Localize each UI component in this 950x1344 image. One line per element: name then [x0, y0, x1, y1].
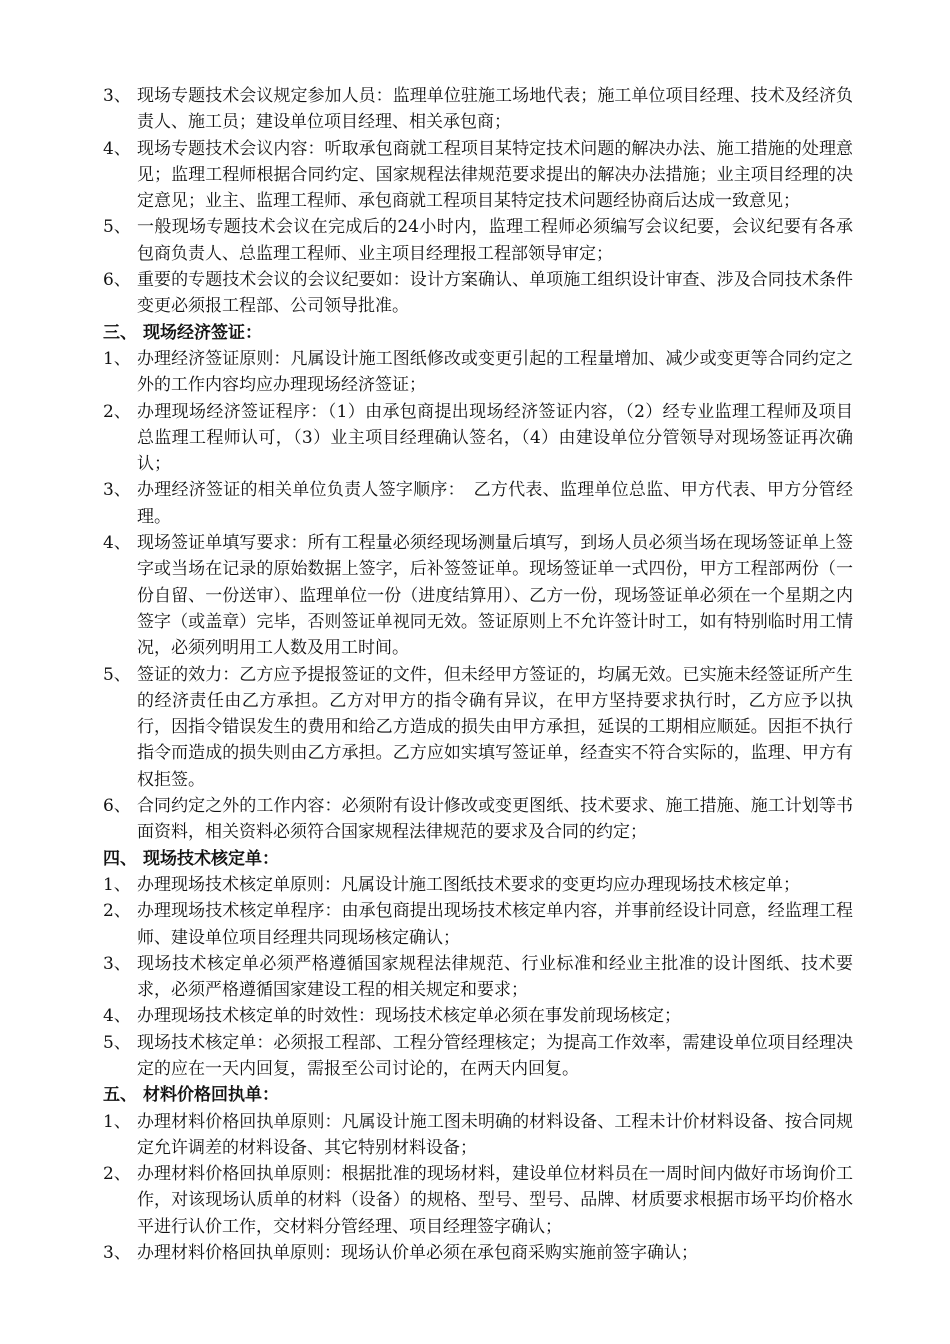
- list-item: [103, 214, 853, 267]
- list-item-text: 一般现场专题技术会议在完成后的24小时内，监理工程师必须编写会议纪要，会议纪要有各承包商负责人、总监理工程师、业主项目经理报工程部领导审定；: [137, 217, 853, 264]
- list-item-text: 现场专题技术会议内容：听取承包商就工程项目某特定技术问题的解决办法、施工措施的处理意见；监理工程师根据合同约定、国家规程法律规范要求提出的解决办法措施；业主项目经理的决定意见；业主、监理工程师、承包商就工程项目某特定技术问题经协商后达成一致意见；: [137, 138, 853, 212]
- list-item-text: 办理经济签证的相关单位负责人签字顺序： 乙方代表、监理单位总监、甲方代表、甲方分管经理。: [137, 480, 853, 527]
- list-item: [103, 872, 853, 898]
- list-item-text: 签证的效力：乙方应予提报签证的文件，但未经甲方签证的，均属无效。已实施未经签证所产生的经济责任由乙方承担。乙方对甲方的指令确有异议，在甲方坚持要求执行时，乙方应予以执行，因指令错误发生的费用和给乙方造成的损失由甲方承担，延误的工期相应顺延。因拒不执行指令而造成的损失则由乙方承担。乙方应如实填写签证单，经查实不符合实际的，监理、甲方有权拒签。: [137, 664, 853, 790]
- list-item-text: 现场专题技术会议规定参加人员：监理单位驻施工场地代表；施工单位项目经理、技术及经济负责人、施工员；建设单位项目经理、相关承包商；: [137, 86, 853, 133]
- list-item: [103, 136, 853, 215]
- list-item: [103, 346, 853, 399]
- list-item-number: 5、: [103, 664, 131, 685]
- list-item-number: 2、: [103, 401, 131, 422]
- list-item-number: 5、: [103, 217, 131, 238]
- list-item-text: 合同约定之外的工作内容：必须附有设计修改或变更图纸、技术要求、施工措施、施工计划等书面资料，相关资料必须符合国家规程法律规范的要求及合同的约定；: [137, 796, 853, 843]
- section-heading: [103, 1082, 853, 1108]
- list-item-number: 3、: [103, 1243, 131, 1264]
- list-item: [103, 1030, 853, 1083]
- section-number: 四、: [103, 848, 137, 869]
- list-item-number: 1、: [103, 1111, 131, 1132]
- list-item: [103, 1109, 853, 1162]
- list-item-number: 4、: [103, 1006, 131, 1027]
- list-item-text: 现场技术核定单：必须报工程部、工程分管经理核定；为提高工作效率，需建设单位项目经理决定的应在一天内回复，需报至公司讨论的，在两天内回复。: [137, 1032, 853, 1079]
- list-item-text: 办理材料价格回执单原则：根据批准的现场材料，建设单位材料员在一周时间内做好市场询价工作，对该现场认质单的材料（设备）的规格、型号、型号、品牌、材质要求根据市场平均价格水平进行认价工作，交材料分管经理、项目经理签字确认；: [137, 1164, 853, 1237]
- list-item: [103, 267, 853, 320]
- section-heading: [103, 320, 853, 346]
- list-item-text: 办理材料价格回执单原则：现场认价单必须在承包商采购实施前签字确认；: [137, 1243, 698, 1264]
- list-item-text: 现场技术核定单必须严格遵循国家规程法律规范、行业标准和经业主批准的设计图纸、技术要求，必须严格遵循国家建设工程的相关规定和要求；: [137, 953, 853, 1001]
- list-item-number: 3、: [103, 953, 131, 974]
- section-title: 材料价格回执单：: [143, 1085, 279, 1106]
- list-item: [103, 530, 853, 661]
- section-number: 三、: [103, 322, 137, 343]
- list-item-text: 现场签证单填写要求：所有工程量必须经现场测量后填写，到场人员必须当场在现场签证单上签字或当场在记录的原始数据上签字，后补签签证单。现场签证单一式四份，甲方工程部两份（一份自留、一份送审）、监理单位一份（进度结算用）、乙方一份，现场签证单必须在一个星期之内签字（或盖章）完毕，否则签证单视同无效。签证原则上不允许签计时工，如有特别临时用工情况，必须列明用工人数及用工时间。: [137, 533, 853, 659]
- list-item-number: 1、: [103, 874, 131, 895]
- list-item-text: 办理材料价格回执单原则：凡属设计施工图未明确的材料设备、工程未计价材料设备、按合同规定允许调差的材料设备、其它特别材料设备；: [137, 1111, 853, 1158]
- list-item-number: 2、: [103, 901, 131, 922]
- list-item-number: 1、: [103, 348, 131, 369]
- list-item-number: 6、: [103, 796, 131, 817]
- list-item-number: 4、: [103, 533, 131, 554]
- section-number: 五、: [103, 1085, 137, 1106]
- list-item: [103, 477, 853, 530]
- list-item-number: 4、: [103, 138, 131, 159]
- list-item: [103, 951, 853, 1004]
- list-item: [103, 1003, 853, 1029]
- list-item: [103, 83, 853, 136]
- list-item: [103, 399, 853, 478]
- list-item-number: 3、: [103, 86, 131, 106]
- section-title: 现场技术核定单：: [143, 848, 279, 869]
- list-item-text: 重要的专题技术会议的会议纪要如：设计方案确认、单项施工组织设计审查、涉及合同技术条件变更必须报工程部、公司领导批准。: [137, 270, 853, 317]
- list-item-text: 办理现场技术核定单的时效性：现场技术核定单必须在事发前现场核定；: [137, 1006, 681, 1027]
- list-item-text: 办理现场技术核定单程序：由承包商提出现场技术核定单内容，并事前经设计同意，经监理工程师、建设单位项目经理共同现场核定确认；: [137, 901, 853, 948]
- list-item-number: 2、: [103, 1164, 131, 1185]
- list-item-text: 办理经济签证原则：凡属设计施工图纸修改或变更引起的工程量增加、减少或变更等合同约定之外的工作内容均应办理现场经济签证；: [137, 348, 853, 396]
- list-item-text: 办理现场技术核定单原则：凡属设计施工图纸技术要求的变更均应办理现场技术核定单；: [137, 874, 800, 895]
- list-item: [103, 898, 853, 951]
- list-item: [103, 1240, 853, 1266]
- list-item: [103, 662, 853, 793]
- list-item: [103, 793, 853, 846]
- section-heading: [103, 846, 853, 872]
- list-item-number: 3、: [103, 480, 131, 501]
- document-body: [103, 83, 853, 1266]
- list-item-number: 6、: [103, 270, 131, 291]
- section-title: 现场经济签证：: [143, 322, 262, 343]
- list-item: [103, 1161, 853, 1240]
- list-item-text: 办理现场经济签证程序：（1）由承包商提出现场经济签证内容，（2）经专业监理工程师及项目总监理工程师认可，（3）业主项目经理确认签名，（4）由建设单位分管领导对现场签证再次确认；: [137, 401, 853, 475]
- list-item-number: 5、: [103, 1032, 131, 1053]
